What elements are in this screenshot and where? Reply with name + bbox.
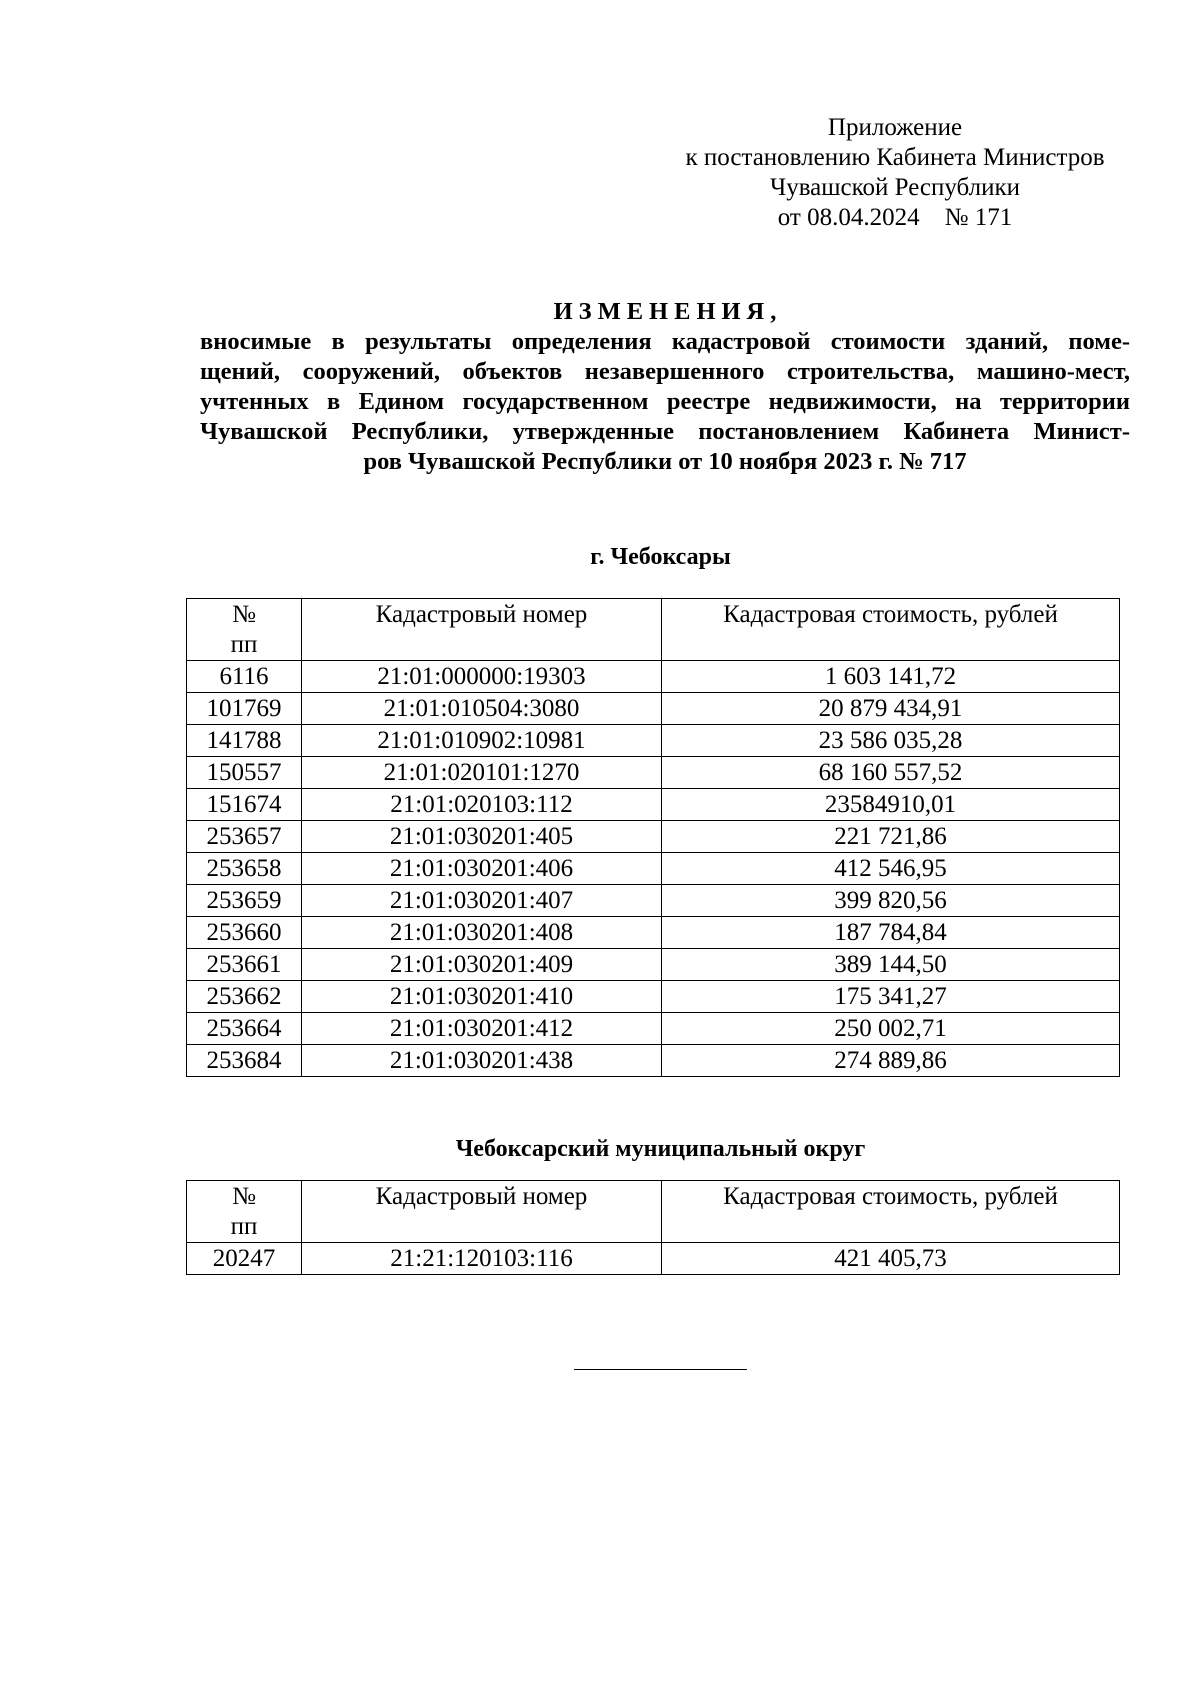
cadastral-number: 21:01:030201:409 [302, 949, 662, 981]
cadastral-value: 389 144,50 [662, 949, 1120, 981]
cadastral-value: 1 603 141,72 [662, 661, 1120, 693]
appendix-line: Приложение [827, 114, 963, 141]
row-number: 150557 [187, 757, 302, 789]
row-number: 6116 [187, 661, 302, 693]
table-row [187, 1013, 1120, 1045]
table-row [187, 821, 1120, 853]
title-line: Чувашской Республики, утвержденные постановлением Кабинета Минист- [200, 418, 1130, 445]
appendix-line: от 08.04.2024 № 171 [777, 204, 1013, 231]
header-num [187, 1181, 302, 1243]
document-title [200, 297, 1130, 477]
appendix-line: Чувашской Республики [769, 174, 1021, 201]
table-row [187, 1243, 1120, 1275]
cadastral-number: 21:01:030201:438 [302, 1045, 662, 1077]
table-row [187, 757, 1120, 789]
cadastral-table-cheboksary [186, 598, 1120, 1077]
cadastral-value: 221 721,86 [662, 821, 1120, 853]
cadastral-number: 21:21:120103:116 [302, 1243, 662, 1275]
header-cadastral-value: Кадастровая стоимость, рублей [662, 599, 1120, 661]
cadastral-number: 21:01:030201:405 [302, 821, 662, 853]
cadastral-number: 21:01:010504:3080 [302, 693, 662, 725]
cadastral-number: 21:01:010902:10981 [302, 725, 662, 757]
cadastral-number: 21:01:030201:406 [302, 853, 662, 885]
cadastral-value: 23 586 035,28 [662, 725, 1120, 757]
cadastral-value: 274 889,86 [662, 1045, 1120, 1077]
title-line: щений, сооружений, объектов незавершенного строительства, машино-мест, [200, 358, 1130, 385]
row-number: 141788 [187, 725, 302, 757]
title-heading: ИЗМЕНЕНИЯ, [553, 298, 783, 325]
appendix-line: к постановлению Кабинета Министров [685, 144, 1105, 171]
row-number: 253684 [187, 1045, 302, 1077]
row-number: 253662 [187, 981, 302, 1013]
header-num-line1: № [232, 601, 256, 628]
section-heading-cheboksary: г. Чебоксары [590, 544, 731, 570]
header-cadastral-number: Кадастровый номер [302, 599, 662, 661]
header-num-line2: пп [230, 1213, 258, 1240]
cadastral-number: 21:01:030201:410 [302, 981, 662, 1013]
table-row [187, 853, 1120, 885]
section-heading-cheboksary-district: Чебоксарский муниципальный округ [455, 1136, 866, 1162]
table-header-row [187, 1181, 1120, 1243]
row-number: 253659 [187, 885, 302, 917]
cadastral-table-cheboksary-district [186, 1180, 1120, 1275]
cadastral-number: 21:01:020101:1270 [302, 757, 662, 789]
row-number: 253657 [187, 821, 302, 853]
row-number: 253660 [187, 917, 302, 949]
table-row [187, 885, 1120, 917]
cadastral-value: 187 784,84 [662, 917, 1120, 949]
title-line: вносимые в результаты определения кадастровой стоимости зданий, поме- [200, 328, 1130, 355]
cadastral-number: 21:01:000000:19303 [302, 661, 662, 693]
table-row [187, 917, 1120, 949]
cadastral-value: 20 879 434,91 [662, 693, 1120, 725]
cadastral-number: 21:01:030201:412 [302, 1013, 662, 1045]
table-row [187, 693, 1120, 725]
cadastral-value: 399 820,56 [662, 885, 1120, 917]
title-line: ров Чувашской Республики от 10 ноября 2023 г. № 717 [363, 448, 967, 475]
cadastral-value: 23584910,01 [662, 789, 1120, 821]
table-row [187, 981, 1120, 1013]
table-row [187, 789, 1120, 821]
appendix-block [660, 113, 1130, 233]
table-row [187, 949, 1120, 981]
cadastral-value: 412 546,95 [662, 853, 1120, 885]
table-row [187, 725, 1120, 757]
header-cadastral-number: Кадастровый номер [302, 1181, 662, 1243]
table-header-row [187, 599, 1120, 661]
title-line: учтенных в Едином государственном реестре недвижимости, на территории [200, 388, 1130, 415]
header-num-line1: № [232, 1183, 256, 1210]
row-number: 151674 [187, 789, 302, 821]
cadastral-value: 175 341,27 [662, 981, 1120, 1013]
header-cadastral-value: Кадастровая стоимость, рублей [662, 1181, 1120, 1243]
row-number: 101769 [187, 693, 302, 725]
table-body [187, 661, 1120, 1077]
cadastral-number: 21:01:020103:112 [302, 789, 662, 821]
table-row [187, 1045, 1120, 1077]
row-number: 253661 [187, 949, 302, 981]
cadastral-value: 421 405,73 [662, 1243, 1120, 1275]
cadastral-number: 21:01:030201:407 [302, 885, 662, 917]
table-row [187, 661, 1120, 693]
cadastral-number: 21:01:030201:408 [302, 917, 662, 949]
end-divider [574, 1369, 747, 1370]
table-body [187, 1243, 1120, 1275]
header-num [187, 599, 302, 661]
cadastral-value: 250 002,71 [662, 1013, 1120, 1045]
row-number: 253658 [187, 853, 302, 885]
cadastral-value: 68 160 557,52 [662, 757, 1120, 789]
row-number: 20247 [187, 1243, 302, 1275]
row-number: 253664 [187, 1013, 302, 1045]
header-num-line2: пп [230, 631, 258, 658]
